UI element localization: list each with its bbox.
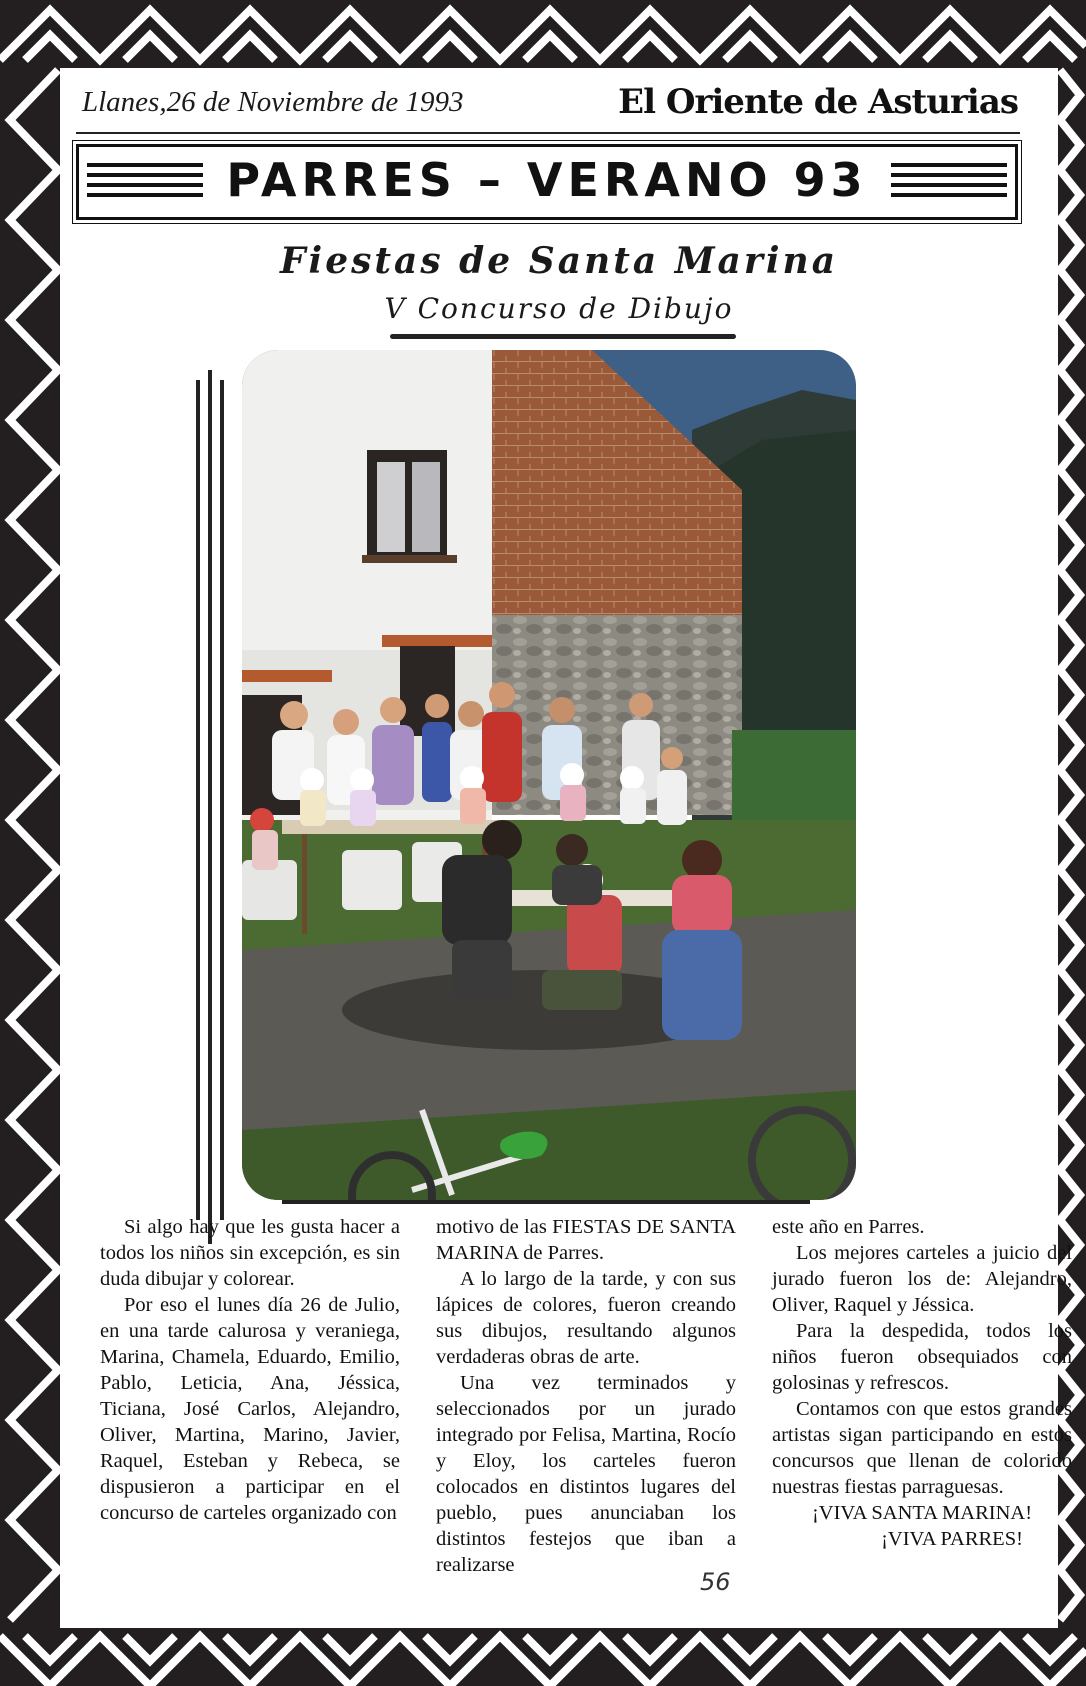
article-paragraph: A lo largo de la tarde, y con sus lápices de colores, fueron creando sus dibujos, resultando algunos verdaderas obras de arte. (436, 1268, 736, 1368)
handwritten-page-number: 56 (700, 1568, 731, 1596)
newspaper-masthead: El Oriente de Asturias (618, 82, 1018, 122)
subhead-rule (390, 334, 736, 339)
photo-rule (282, 1200, 810, 1204)
section-title: PARRES – VERANO 93 (226, 153, 868, 207)
article-column-3 (772, 1214, 1072, 1552)
article-paragraph: Una vez terminados y seleccionados por un jurado integrado por Felisa, Martina, Rocío y Eloy, los carteles fueron colocados en distintos lugares del pueblo, pues anunciaban los distintos festejos que iban a realizarse (436, 1372, 736, 1576)
article-paragraph: este año en Parres. (772, 1216, 925, 1238)
newspaper-clipping (60, 68, 1072, 1628)
decorative-vertical-lines (196, 380, 236, 1220)
section-header-box (76, 144, 1018, 220)
closing-line: ¡VIVA PARRES! (881, 1528, 1023, 1550)
article-paragraph: Para la despedida, todos los niños fueron obsequiados con golosinas y refrescos. (772, 1320, 1072, 1394)
article-paragraph: Los mejores carteles a juicio del jurado fueron los de: Alejandro, Oliver, Raquel y Jéssica. (772, 1242, 1072, 1316)
closing-line: ¡VIVA SANTA MARINA! (811, 1502, 1033, 1524)
article-paragraph: Por eso el lunes día 26 de Julio, en una tarde calurosa y veraniega, Marina, Chamela, Eduardo, Emilio, Pablo, Leticia, Ana, Jéssica, Ticiana, José Carlos, Alejandro, Oliver, Martina, Marino, Javier, Raquel, Esteban y Rebeca, se dispusieron a participar en el concurso de carteles organizado con (100, 1294, 400, 1524)
dateline: Llanes,26 de Noviembre de 1993 (82, 86, 464, 118)
article-column-2 (436, 1214, 736, 1578)
article-headline: Fiestas de Santa Marina (279, 240, 839, 282)
article-paragraph: Contamos con que estos grandes artistas sigan participando en estos concursos que llenan de colorido nuestras fiestas parraguesas. (772, 1398, 1072, 1498)
article-paragraph: Si algo hay que les gusta hacer a todos los niños sin excepción, es sin duda dibujar y colorear. (100, 1216, 400, 1290)
photo-illustration (242, 350, 856, 1200)
article-subhead: V Concurso de Dibujo (384, 292, 734, 325)
header-lines-right (891, 163, 1007, 203)
masthead-rule (76, 132, 1020, 134)
article-photo (242, 350, 856, 1200)
article-column-1 (100, 1214, 400, 1526)
article-paragraph: motivo de las FIESTAS DE SANTA MARINA de Parres. (436, 1216, 736, 1264)
